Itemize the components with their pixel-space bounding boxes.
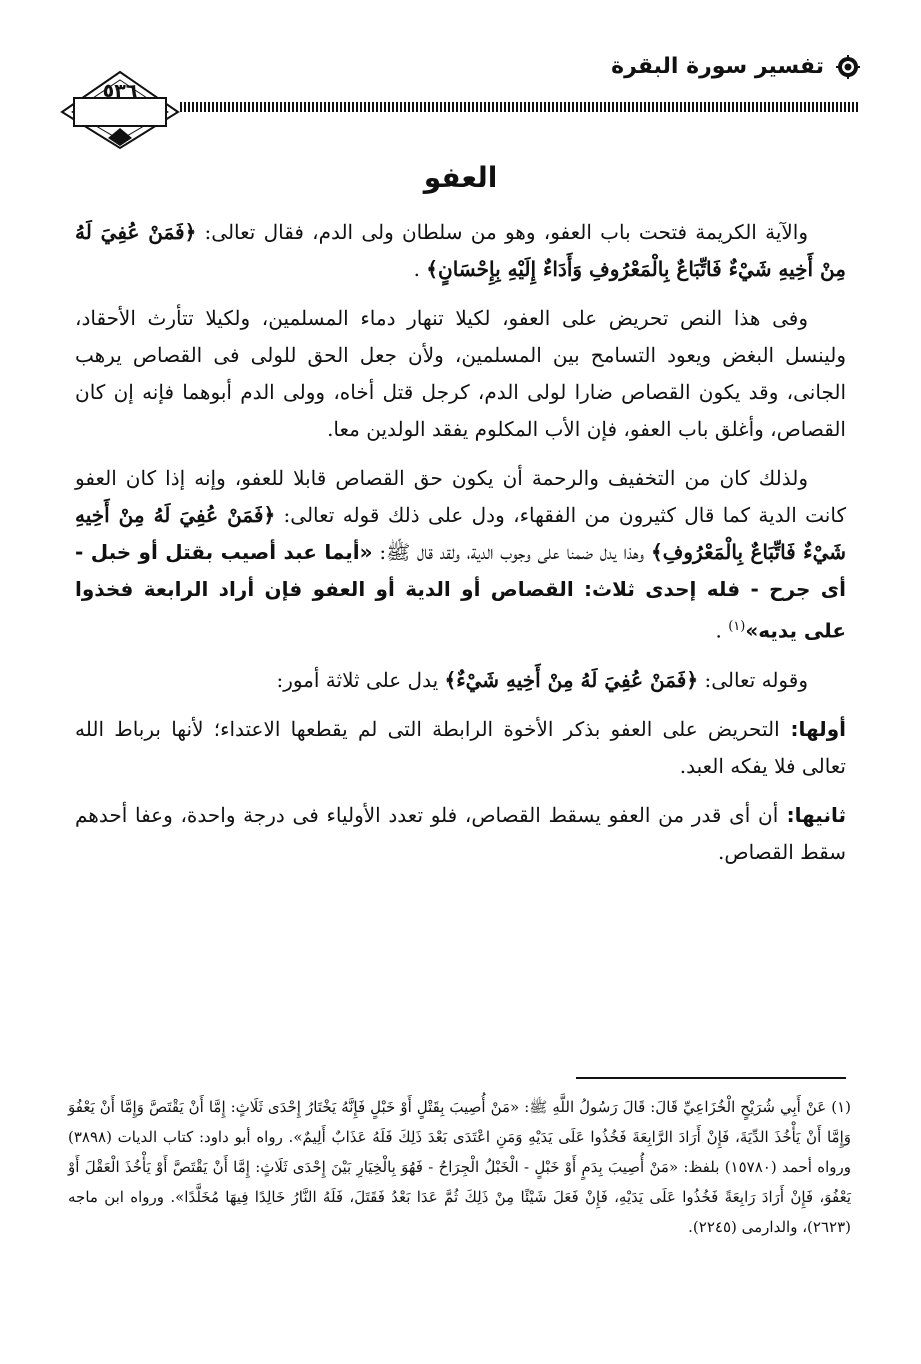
footnote: (١) عَنْ أَبِي شُرَيْحٍ الْخُزَاعِيِّ قَالَ: قَالَ رَسُولُ اللَّهِ ﷺ: «مَنْ أُصِيبَ بِقَتْلٍ أَوْ خَبْلٍ فَإِنَّهُ يَخْتَارُ إِحْدَى ثَلَاثٍ: إِمَّا أَنْ يَقْتَصَّ وَإِمَّا أَنْ يَعْفُوَ وَإِمَّا أَنْ يَأْخُذَ الدِّيَةَ، فَإِنْ أَرَادَ الرَّابِعَةَ فَخُذُوا عَلَى يَدَيْهِ وَمَنِ اعْتَدَى بَعْدَ ذَلِكَ فَلَهُ عَذَابٌ أَلِيمٌ». رواه أبو داود: كتاب الديات (٣٨٩٨) ورواه أحمد (١٥٧٨٠) بلفظ: «مَنْ أُصِيبَ بِدَمٍ أَوْ خَبْلٍ - الْخَبْلُ الْجِرَاحُ - فَهُوَ بِالْخِيَارِ بَيْنَ إِحْدَى ثَلَاثٍ: إِمَّا أَنْ يَقْتَصَّ أَوْ يَأْخُذَ الْعَقْلَ أَوْ يَعْفُوَ، فَإِنْ أَرَادَ رَابِعَةً فَخُذُوا عَلَى يَدَيْهِ، فَإِنْ فَعَلَ شَيْئًا مِنْ ذَلِكَ ثُمَّ عَدَا بَعْدُ فَقَتَلَ، فَلَهُ النَّارُ خَالِدًا فِيهَا مُخَلَّدًا». ورواه ابن ماجه (٢٦٢٣)، والدارمى (٢٢٤٥). (68, 1098, 851, 1236)
star-ornament-icon (836, 55, 860, 79)
main-content (75, 160, 846, 883)
paragraph (75, 460, 846, 650)
paragraph-text: وفى هذا النص تحريض على العفو، لكيلا تنهار دماء المسلمين، ولكيلا تتأرث الأحقاد، ولينسل البغض ويعود التسامح بين المسلمين، ولأن جعل الحق للولى فى القصاص يرهب الجانى، وقد يكون القصاص ضارا لولى الدم، كرجل قتل أخاه، وولى الدم أبوهما فإنه إن كان القصاص، وأغلق باب العفو، فإن الأب المكلوم يفقد الولدين معا. (75, 306, 847, 442)
hadith-quote: «أيما عبد أصيب بقتل أو خبل - أى جرح - فله إحدى ثلاث: القصاص أو الدية أو العفو فإن أراد الرابعة فخذوا على يديه» (75, 540, 846, 644)
footnote-separator (576, 1077, 846, 1079)
quran-verse: ﴿فَمَنْ عُفِيَ لَهُ مِنْ أَخِيهِ شَيْءٌ فَاتِّبَاعٌ بِالْمَعْرُوفِ وَأَدَاءٌ إِلَيْهِ بِإِحْسَانٍ﴾ (75, 220, 846, 282)
paragraph-text: يدل على ثلاثة أمور: (276, 668, 445, 693)
paragraphs (75, 214, 846, 871)
paragraph (75, 662, 846, 699)
point-label: أولها: (779, 717, 846, 742)
page-number: ٥٣٦ (102, 80, 138, 102)
paragraph-text: ولذلك كان من التخفيف والرحمة أن يكون حق القصاص قابلا للعفو، وإنه إذا كان العفو كانت الدية كما قال كثيرون من الفقهاء، ودل على ذلك قوله تعالى: (75, 466, 846, 528)
running-title (611, 54, 860, 79)
quran-verse: ﴿فَمَنْ عُفِيَ لَهُ مِنْ أَخِيهِ شَيْءٌ﴾ (444, 668, 699, 693)
paragraph-text: وهذا يدل ضمنا على وجوب الدية، ولقد قال ﷺ: (372, 540, 651, 565)
running-title-text: تفسير سورة البقرة (611, 54, 824, 79)
header-rule (180, 102, 860, 112)
paragraph-text: . (413, 257, 427, 282)
page-header (60, 50, 860, 160)
footnote-ref: (١) (728, 619, 746, 635)
paragraph (75, 300, 846, 448)
paragraph-text: والآية الكريمة فتحت باب العفو، وهو من سلطان ولى الدم، فقال تعالى: (196, 220, 809, 245)
paragraph (75, 214, 846, 288)
section-title: العفو (423, 161, 498, 194)
point-label: ثانيها: (778, 803, 847, 828)
paragraph (75, 711, 846, 785)
paragraph-text: التحريض على العفو بذكر الأخوة الرابطة التى لم يقطعها الاعتداء؛ لأنها برباط الله تعالى فلا يفكه العبد. (75, 717, 846, 779)
paragraph-text: وقوله تعالى: (698, 668, 808, 693)
quran-verse: ﴿فَمَنْ عُفِيَ لَهُ مِنْ أَخِيهِ شَيْءٌ فَاتِّبَاعٌ بِالْمَعْرُوفِ﴾ (75, 503, 846, 565)
paragraph-text: أن أى قدر من العفو يسقط القصاص، فلو تعدد الأولياء فى درجة واحدة، وعفا أحدهم سقط القصاص. (75, 803, 846, 865)
paragraph (75, 797, 846, 871)
paragraph-text: . (715, 619, 729, 644)
